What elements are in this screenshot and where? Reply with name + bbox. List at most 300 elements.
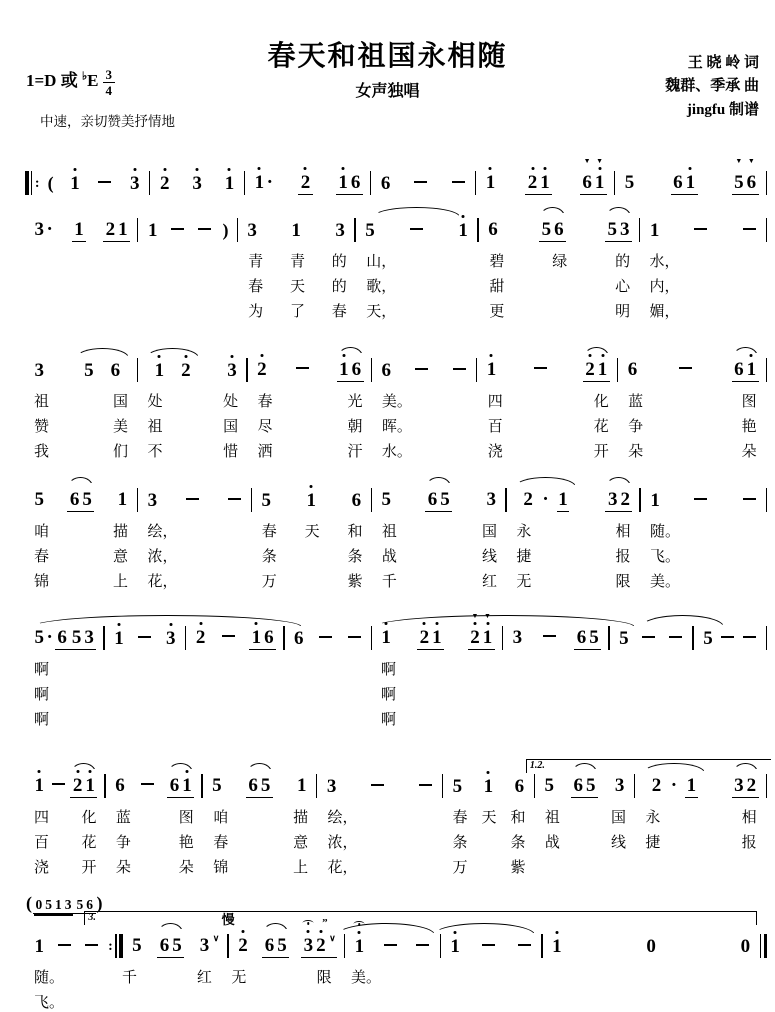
dash bbox=[52, 783, 65, 785]
measure bbox=[138, 490, 251, 512]
measure bbox=[138, 220, 236, 242]
note-group bbox=[691, 234, 710, 236]
note-group bbox=[718, 642, 737, 644]
note: 2 ” bbox=[316, 917, 328, 957]
lyric-syllable: 争 bbox=[115, 834, 131, 851]
note-group bbox=[33, 897, 74, 914]
note: 5 bbox=[261, 490, 271, 512]
lyric-row bbox=[25, 520, 767, 540]
lyric-syllable: 化 bbox=[81, 809, 97, 826]
lyric-syllable: 花， bbox=[327, 859, 358, 876]
lyric-syllable: 朝 bbox=[347, 418, 363, 435]
note-group bbox=[193, 627, 208, 649]
composer-credit: 魏群、季承 曲 bbox=[665, 78, 759, 95]
note-group bbox=[145, 490, 160, 512]
measure bbox=[150, 173, 243, 195]
lyric-syllable: 春 bbox=[331, 303, 347, 320]
note: 1 bbox=[457, 220, 470, 242]
note: 1 bbox=[745, 359, 758, 381]
note: 3 bbox=[199, 935, 210, 957]
music-system bbox=[25, 471, 767, 590]
note-group bbox=[210, 775, 225, 797]
lyric-syllable: 花 bbox=[593, 418, 609, 435]
lyric-syllable: 晖。 bbox=[381, 418, 412, 435]
note: 5 bbox=[544, 775, 554, 797]
lyric-syllable: 祖 bbox=[544, 809, 560, 826]
lyric-syllable: 天 bbox=[304, 523, 320, 540]
lyric-syllable: 咱 bbox=[34, 523, 50, 540]
lyric-syllable: 随。 bbox=[649, 523, 680, 540]
note: 6 bbox=[350, 172, 361, 194]
lyric-syllable: 永 bbox=[516, 523, 532, 540]
note-group bbox=[425, 489, 452, 512]
note: 3 bbox=[147, 490, 158, 512]
note-group: 3 · bbox=[34, 219, 53, 241]
lyric-syllable: 艳 bbox=[178, 834, 194, 851]
note: 6 bbox=[380, 173, 391, 195]
lyric-syllable: 春 bbox=[34, 548, 50, 565]
note: 1 bbox=[118, 219, 128, 241]
note-group bbox=[236, 935, 251, 957]
lyric-syllable: 千 bbox=[121, 969, 137, 986]
measure bbox=[25, 936, 108, 958]
lyric-syllable: 锦 bbox=[34, 573, 50, 590]
note: 5 bbox=[607, 219, 618, 241]
note: 3 bbox=[164, 628, 177, 650]
lyric-syllable: 线 bbox=[611, 834, 627, 851]
note: 1 bbox=[558, 489, 568, 511]
lyric-row bbox=[25, 545, 767, 565]
barline bbox=[766, 626, 767, 650]
lyric-syllable: 蓝 bbox=[115, 809, 131, 826]
lyric-syllable: 啊 bbox=[34, 711, 50, 728]
note-group bbox=[138, 789, 157, 791]
note: 1 bbox=[253, 172, 266, 194]
lyric-row bbox=[25, 708, 767, 728]
lyric-syllable: 更 bbox=[489, 303, 505, 320]
note: 3 bbox=[247, 220, 257, 242]
note-group bbox=[352, 936, 367, 958]
music-system bbox=[25, 341, 767, 460]
lyric-syllable: 浇 bbox=[34, 859, 50, 876]
lyric-syllable: 明 bbox=[615, 303, 631, 320]
note: 6 bbox=[110, 360, 121, 382]
note: 5 bbox=[589, 627, 599, 649]
note: 6 bbox=[381, 360, 392, 382]
note-group bbox=[691, 504, 710, 506]
note: 1 bbox=[650, 490, 660, 512]
music-system bbox=[25, 609, 767, 728]
note: 3 bbox=[64, 897, 72, 912]
measure bbox=[138, 360, 246, 382]
note-group bbox=[69, 627, 96, 650]
note-group bbox=[197, 935, 220, 957]
lyric-syllable: 线 bbox=[481, 548, 497, 565]
lyric-syllable: 尽 bbox=[257, 418, 273, 435]
note-group bbox=[295, 775, 310, 797]
dash bbox=[348, 636, 361, 638]
measure bbox=[317, 776, 441, 798]
lyric-syllable: 我 bbox=[34, 443, 50, 460]
note-group bbox=[25, 893, 33, 914]
note-group bbox=[135, 642, 154, 644]
lyric-syllable: 浓， bbox=[327, 834, 358, 851]
parenthesis: ) bbox=[96, 893, 103, 913]
measure bbox=[476, 157, 614, 195]
dash bbox=[85, 944, 98, 946]
note-group bbox=[128, 173, 143, 195]
parenthesis: ( bbox=[26, 893, 32, 913]
note: 5 bbox=[585, 775, 596, 797]
note-group bbox=[468, 612, 495, 650]
note-group bbox=[337, 359, 364, 382]
lyric-syllable: 和 bbox=[510, 809, 526, 826]
note-group bbox=[512, 776, 527, 798]
note-group bbox=[74, 897, 96, 914]
lyric-syllable: 随。 bbox=[34, 969, 65, 986]
note: 1 bbox=[181, 775, 194, 797]
note-group bbox=[525, 172, 552, 195]
note-group bbox=[550, 936, 565, 958]
lyric-syllable: 条 bbox=[347, 548, 363, 565]
lyric-syllable: 内， bbox=[649, 278, 680, 295]
lyric-syllable: 祖 bbox=[147, 418, 163, 435]
note: 5 bbox=[440, 489, 450, 511]
dash bbox=[138, 636, 151, 638]
note: 5 bbox=[34, 489, 44, 511]
lyric-row bbox=[25, 570, 767, 590]
note: 3 bbox=[335, 220, 345, 242]
note-group bbox=[531, 373, 550, 375]
measure bbox=[694, 628, 766, 650]
dash bbox=[743, 228, 756, 230]
note-group bbox=[72, 219, 87, 242]
lyric-syllable: 的 bbox=[331, 278, 347, 295]
note-group bbox=[145, 220, 160, 242]
note: 0 bbox=[740, 936, 751, 958]
lyric-syllable: 啊 bbox=[34, 661, 50, 678]
note: 1 bbox=[297, 775, 307, 797]
accent-mark: ▼ bbox=[735, 157, 743, 166]
note-group bbox=[163, 628, 178, 650]
dash bbox=[453, 368, 466, 370]
lyric-syllable: 天， bbox=[366, 303, 397, 320]
lyric-syllable: 甜 bbox=[489, 278, 505, 295]
lyric-syllable: 啊 bbox=[380, 661, 396, 678]
note-group bbox=[333, 220, 348, 242]
accent-mark: ▼ bbox=[583, 157, 591, 166]
note: 6 bbox=[427, 489, 438, 511]
dash bbox=[410, 228, 423, 230]
lyric-syllable: 朵 bbox=[115, 859, 131, 876]
lyric-syllable: 四 bbox=[487, 393, 503, 410]
dash bbox=[669, 636, 682, 638]
lyric-syllable: 不 bbox=[147, 443, 163, 460]
measure bbox=[503, 627, 608, 650]
note: 2 bbox=[651, 775, 662, 797]
note-group: 1 · bbox=[252, 172, 275, 194]
note: 3 bbox=[302, 935, 315, 957]
score-subtitle: 女声独唱 bbox=[355, 83, 420, 100]
lyric-syllable: 媚， bbox=[649, 303, 680, 320]
barline: : bbox=[108, 934, 123, 958]
barline bbox=[766, 488, 767, 512]
measure bbox=[640, 220, 765, 242]
lyric-syllable: 意 bbox=[293, 834, 309, 851]
note: 6 bbox=[115, 775, 125, 797]
note: 1 bbox=[449, 936, 462, 958]
key-note: E bbox=[87, 71, 99, 90]
lyric-row bbox=[25, 658, 767, 678]
note-group bbox=[639, 642, 658, 644]
music-system bbox=[25, 154, 767, 195]
lyric-syllable: 的 bbox=[615, 253, 631, 270]
engraver-credit: jingfu 制谱 bbox=[686, 101, 759, 118]
note: 3 bbox=[486, 489, 496, 511]
lyric-syllable: 紫 bbox=[510, 859, 526, 876]
dash bbox=[171, 228, 184, 230]
lyric-row bbox=[25, 966, 767, 986]
lyric-syllable: 了 bbox=[289, 303, 305, 320]
note-group bbox=[225, 504, 244, 506]
note: 1 bbox=[596, 359, 609, 381]
note: 1 bbox=[337, 172, 350, 194]
note-group bbox=[539, 219, 566, 242]
note: 5 bbox=[71, 627, 82, 649]
note: 1 bbox=[84, 775, 97, 797]
lyric-syllable: 条 bbox=[261, 548, 277, 565]
lyric-syllable: 绿 bbox=[552, 253, 568, 270]
parenthesis: ) bbox=[222, 220, 229, 241]
lyric-syllable: 飞。 bbox=[34, 994, 65, 1011]
lyric-syllable: 艳 bbox=[741, 418, 757, 435]
note: 1 bbox=[482, 776, 495, 798]
measure bbox=[610, 628, 693, 650]
note: 1 ▼ bbox=[594, 157, 605, 194]
lyric-syllable: 山， bbox=[366, 253, 397, 270]
lyric-syllable: 花， bbox=[147, 573, 178, 590]
note: 5 bbox=[365, 220, 375, 242]
lyric-syllable: 祖 bbox=[381, 523, 397, 540]
lyric-syllable: 天 bbox=[481, 809, 497, 826]
note-group: 2 · 1 bbox=[514, 489, 577, 512]
note: 1 bbox=[305, 490, 318, 512]
note-group bbox=[448, 936, 463, 958]
note-group bbox=[47, 173, 55, 194]
note: 5 bbox=[381, 489, 392, 511]
lyric-syllable: 光 bbox=[347, 393, 363, 410]
dash bbox=[743, 636, 756, 638]
note-group bbox=[345, 642, 364, 644]
note-group bbox=[379, 360, 394, 382]
lyric-syllable: 千 bbox=[381, 573, 397, 590]
note-group bbox=[540, 641, 559, 643]
lyric-syllable: 永 bbox=[645, 809, 661, 826]
lyric-syllable: 水。 bbox=[381, 443, 412, 460]
note: 2 bbox=[620, 489, 630, 511]
measure bbox=[507, 489, 640, 512]
note-group bbox=[32, 360, 47, 382]
note-group bbox=[381, 950, 400, 952]
note-group bbox=[676, 373, 695, 375]
measure bbox=[25, 489, 137, 512]
lyric-syllable: 战 bbox=[544, 834, 560, 851]
note-group bbox=[617, 628, 632, 650]
note: 1 bbox=[153, 360, 166, 382]
lyric-syllable: 红 bbox=[481, 573, 497, 590]
note: 1 bbox=[338, 359, 351, 381]
note: 3 bbox=[84, 627, 94, 649]
note-group bbox=[450, 776, 465, 798]
barline bbox=[766, 171, 767, 195]
note: 5 bbox=[45, 897, 52, 912]
measure bbox=[372, 360, 476, 382]
lyric-syllable: 紫 bbox=[347, 573, 363, 590]
note-group bbox=[486, 219, 501, 241]
measure bbox=[186, 627, 283, 650]
note: 1 bbox=[539, 172, 552, 194]
note: 1 bbox=[74, 219, 84, 241]
note: 5 bbox=[260, 775, 271, 797]
note-group bbox=[262, 935, 289, 958]
score-title: 春天和祖国永相随 bbox=[267, 40, 508, 71]
lyric-row bbox=[25, 683, 767, 703]
lyric-syllable: 百 bbox=[34, 834, 50, 851]
note-group bbox=[740, 234, 759, 236]
note-group bbox=[67, 489, 94, 512]
tempo-marking: 中速，亲切赞美抒情地 bbox=[40, 114, 175, 129]
lyric-syllable: 碧 bbox=[489, 253, 505, 270]
note-group bbox=[298, 172, 313, 195]
note: 1 bbox=[686, 775, 697, 797]
lyric-syllable: 青 bbox=[248, 253, 264, 270]
measure bbox=[40, 173, 149, 195]
note-group bbox=[221, 220, 229, 241]
measure bbox=[252, 490, 371, 512]
lyric-syllable: 开 bbox=[593, 443, 609, 460]
note-group bbox=[449, 187, 468, 189]
lyric-syllable: 心 bbox=[615, 278, 631, 295]
note: 3 bbox=[620, 219, 630, 241]
note-group bbox=[55, 950, 74, 952]
note: 2 bbox=[746, 775, 757, 797]
note-group bbox=[378, 173, 393, 195]
note: 5 bbox=[84, 360, 94, 382]
note-group bbox=[407, 234, 426, 236]
note: 3 bbox=[614, 775, 625, 797]
note-group bbox=[249, 627, 276, 650]
dash bbox=[694, 228, 707, 230]
lyric-syllable: 图 bbox=[741, 393, 757, 410]
dash bbox=[384, 944, 397, 946]
note-group bbox=[701, 628, 716, 650]
lyric-syllable: 报 bbox=[615, 548, 631, 565]
note-group bbox=[571, 775, 598, 798]
note: 2 bbox=[194, 627, 207, 649]
lyric-syllable: 天 bbox=[289, 278, 305, 295]
mordent-mark: ” bbox=[322, 917, 328, 930]
lyric-syllable: 条 bbox=[452, 834, 468, 851]
dash bbox=[534, 367, 547, 369]
lyric-syllable: 上 bbox=[293, 859, 309, 876]
parenthesis: ( bbox=[47, 173, 54, 194]
volta-label: 3. bbox=[88, 912, 96, 923]
note: 6 ▼ bbox=[582, 157, 592, 194]
lyric-syllable: 上 bbox=[113, 573, 129, 590]
key-text: 1=D 或 bbox=[26, 71, 78, 90]
lyric-syllable: 祖 bbox=[34, 393, 50, 410]
note: 3 bbox=[607, 489, 618, 511]
note: 5 bbox=[541, 219, 552, 241]
music-system bbox=[25, 893, 767, 1011]
measure bbox=[25, 775, 104, 798]
lyric-row bbox=[25, 831, 767, 851]
lyric-syllable: 意 bbox=[113, 548, 129, 565]
note: 3 bbox=[734, 775, 744, 797]
note: 5 bbox=[624, 172, 635, 194]
note-group bbox=[255, 359, 270, 381]
lyric-syllable: 春 bbox=[452, 809, 468, 826]
note: 0 bbox=[646, 936, 656, 958]
dash bbox=[371, 784, 384, 786]
lyric-row bbox=[25, 300, 767, 320]
note: 6 bbox=[86, 897, 93, 912]
lyric-syllable: 红 bbox=[196, 969, 212, 986]
dash bbox=[98, 181, 111, 183]
note-group bbox=[301, 917, 337, 958]
note-group bbox=[75, 360, 130, 382]
note-group bbox=[510, 627, 525, 649]
note-group bbox=[336, 172, 363, 195]
measure bbox=[372, 612, 502, 650]
note: 1 bbox=[649, 220, 660, 242]
note-group bbox=[324, 776, 339, 798]
note-group bbox=[96, 893, 104, 914]
breath-mark: ∨ bbox=[212, 933, 220, 944]
note: 5 bbox=[277, 935, 287, 957]
note: 1 bbox=[484, 172, 497, 194]
volta-label: 1.2. bbox=[529, 760, 545, 771]
note: 3 bbox=[34, 360, 44, 382]
dash bbox=[414, 181, 427, 183]
measure bbox=[372, 489, 505, 512]
note-group bbox=[316, 642, 335, 644]
note-group: 5 · bbox=[34, 627, 53, 649]
lyric-row bbox=[25, 440, 767, 460]
note: 1 bbox=[117, 489, 128, 511]
dash bbox=[694, 498, 707, 500]
note: 5 bbox=[34, 627, 44, 649]
note: 6 bbox=[264, 935, 275, 957]
lyricist-credit: 王 晓 岭 词 bbox=[687, 55, 759, 71]
note-group bbox=[82, 950, 101, 952]
note-group bbox=[32, 775, 47, 797]
note: 1 bbox=[485, 359, 498, 381]
note: 6 bbox=[488, 219, 498, 241]
note: 1 bbox=[147, 220, 158, 242]
note: 2 bbox=[299, 172, 312, 194]
lyric-syllable: 条 bbox=[510, 834, 526, 851]
note: 1 bbox=[55, 897, 62, 912]
measure bbox=[248, 359, 371, 382]
measure bbox=[477, 359, 617, 382]
note: 6 ▼ bbox=[746, 157, 757, 194]
lyric-row bbox=[25, 856, 767, 876]
barline bbox=[766, 218, 767, 242]
accent-mark: ▼ bbox=[596, 157, 604, 166]
dash bbox=[228, 498, 241, 500]
dash bbox=[518, 944, 531, 946]
